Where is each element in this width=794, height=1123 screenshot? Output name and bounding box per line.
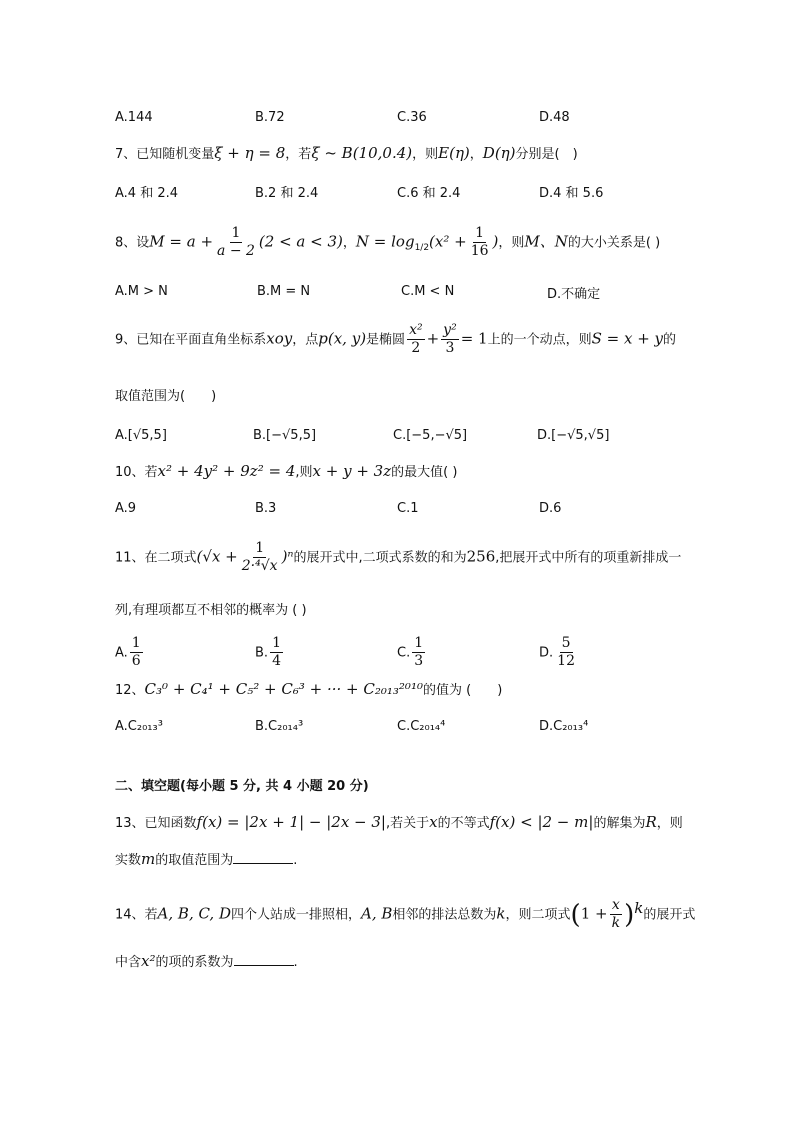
q10-stem: 10、若x² + 4y² + 9z² = 4,则x + y + 3z的最大值( ) [115, 462, 458, 480]
q7-option-c: C.6 和 2.4 [397, 186, 461, 201]
q9-option-b: B.[−√5,5] [253, 428, 317, 443]
q11-option-a: A. $\frac{1}{6}$ [115, 635, 141, 670]
q14-line2: 中含x²的项的系数为 . [115, 952, 298, 970]
q6-option-a: A.144 [115, 110, 153, 125]
q8-stem: 8、设M = a + $\frac{1}{a - 2}$ (2 < a < 3)，$N = \log_{1/2}(x^2$ + $\frac{1}{16}$ )，则M、N的大小关系是( ) [115, 225, 661, 260]
q6-option-c: C.36 [397, 110, 427, 125]
q10-option-d: D.6 [539, 501, 562, 516]
q14-stem: 14、若A, B, C, D四个人站成一排照相，A, B相邻的排法总数为k，则二项式(1 + $\frac{x}{k}$ )$^k$的展开式 [115, 897, 696, 932]
q11-option-b: B. $\frac{1}{4}$ [255, 635, 281, 670]
q12-option-a: A.C₂₀₁₃³ [115, 719, 163, 734]
q10-option-b: B.3 [255, 501, 277, 516]
q13-stem: 13、已知函数f(x) = |2x + 1| − |2x − 3|,若关于x的不等式f(x) < |2 − m|的解集为R，则 [115, 813, 683, 831]
q10-option-c: C.1 [397, 501, 419, 516]
q9-option-a: A.[√5,5] [115, 428, 167, 443]
q8-option-c: C.M < N [401, 284, 455, 299]
q7-option-d: D.4 和 5.6 [539, 186, 604, 201]
q7-option-b: B.2 和 2.4 [255, 186, 319, 201]
q12-option-b: B.C₂₀₁₄³ [255, 719, 304, 734]
q6-option-b: B.72 [255, 110, 285, 125]
q7-option-a: A.4 和 2.4 [115, 186, 179, 201]
q8-option-b: B.M = N [257, 284, 311, 299]
q9-option-c: C.[−5,−√5] [393, 428, 468, 443]
q12-option-d: D.C₂₀₁₃⁴ [539, 719, 589, 734]
q9-stem: 9、已知在平面直角坐标系xoy，点p(x, y)是椭圆 $\frac{\text{x²}}{2}$ + $\frac{\text{y²}}{3}$ = 1上的一个动点，则S = x + y的 [115, 322, 677, 357]
q14-answer-blank[interactable] [234, 954, 294, 966]
q9-line2: 取值范围为( ) [115, 389, 217, 404]
q11-stem: 11、在二项式(√x + $\frac{1}{\text{2·⁴√x}}$ )ⁿ的展开式中,二项式系数的和为256,把展开式中所有的项重新排成一 [115, 540, 682, 575]
q13-answer-blank[interactable] [233, 852, 293, 864]
q11-option-c: C. $\frac{1}{3}$ [397, 635, 424, 670]
q7-stem: 7、已知随机变量ξ + η = 8，若ξ ~ B(10,0.4)，则E(η)，D(η)分别是( ) [115, 144, 578, 162]
q10-option-a: A.9 [115, 501, 137, 516]
q12-stem: 12、C₃⁰ + C₄¹ + C₅² + C₆³ + ··· + C₂₀₁₃²⁰¹⁰的值为 ( ) [115, 680, 503, 698]
q8-option-a: A.M > N [115, 284, 168, 299]
q8-option-d: D.不确定 [547, 287, 601, 302]
section-heading: 二、填空题(每小题 5 分, 共 4 小题 20 分) [115, 779, 369, 794]
q11-option-d: D. $\frac{5}{12}$ [539, 635, 575, 670]
q12-option-c: C.C₂₀₁₄⁴ [397, 719, 446, 734]
q13-line2: 实数m的取值范围为 . [115, 850, 298, 868]
q9-option-d: D.[−√5,√5] [537, 428, 610, 443]
q11-line2: 列,有理项都互不相邻的概率为 ( ) [115, 603, 307, 618]
q6-option-d: D.48 [539, 110, 570, 125]
